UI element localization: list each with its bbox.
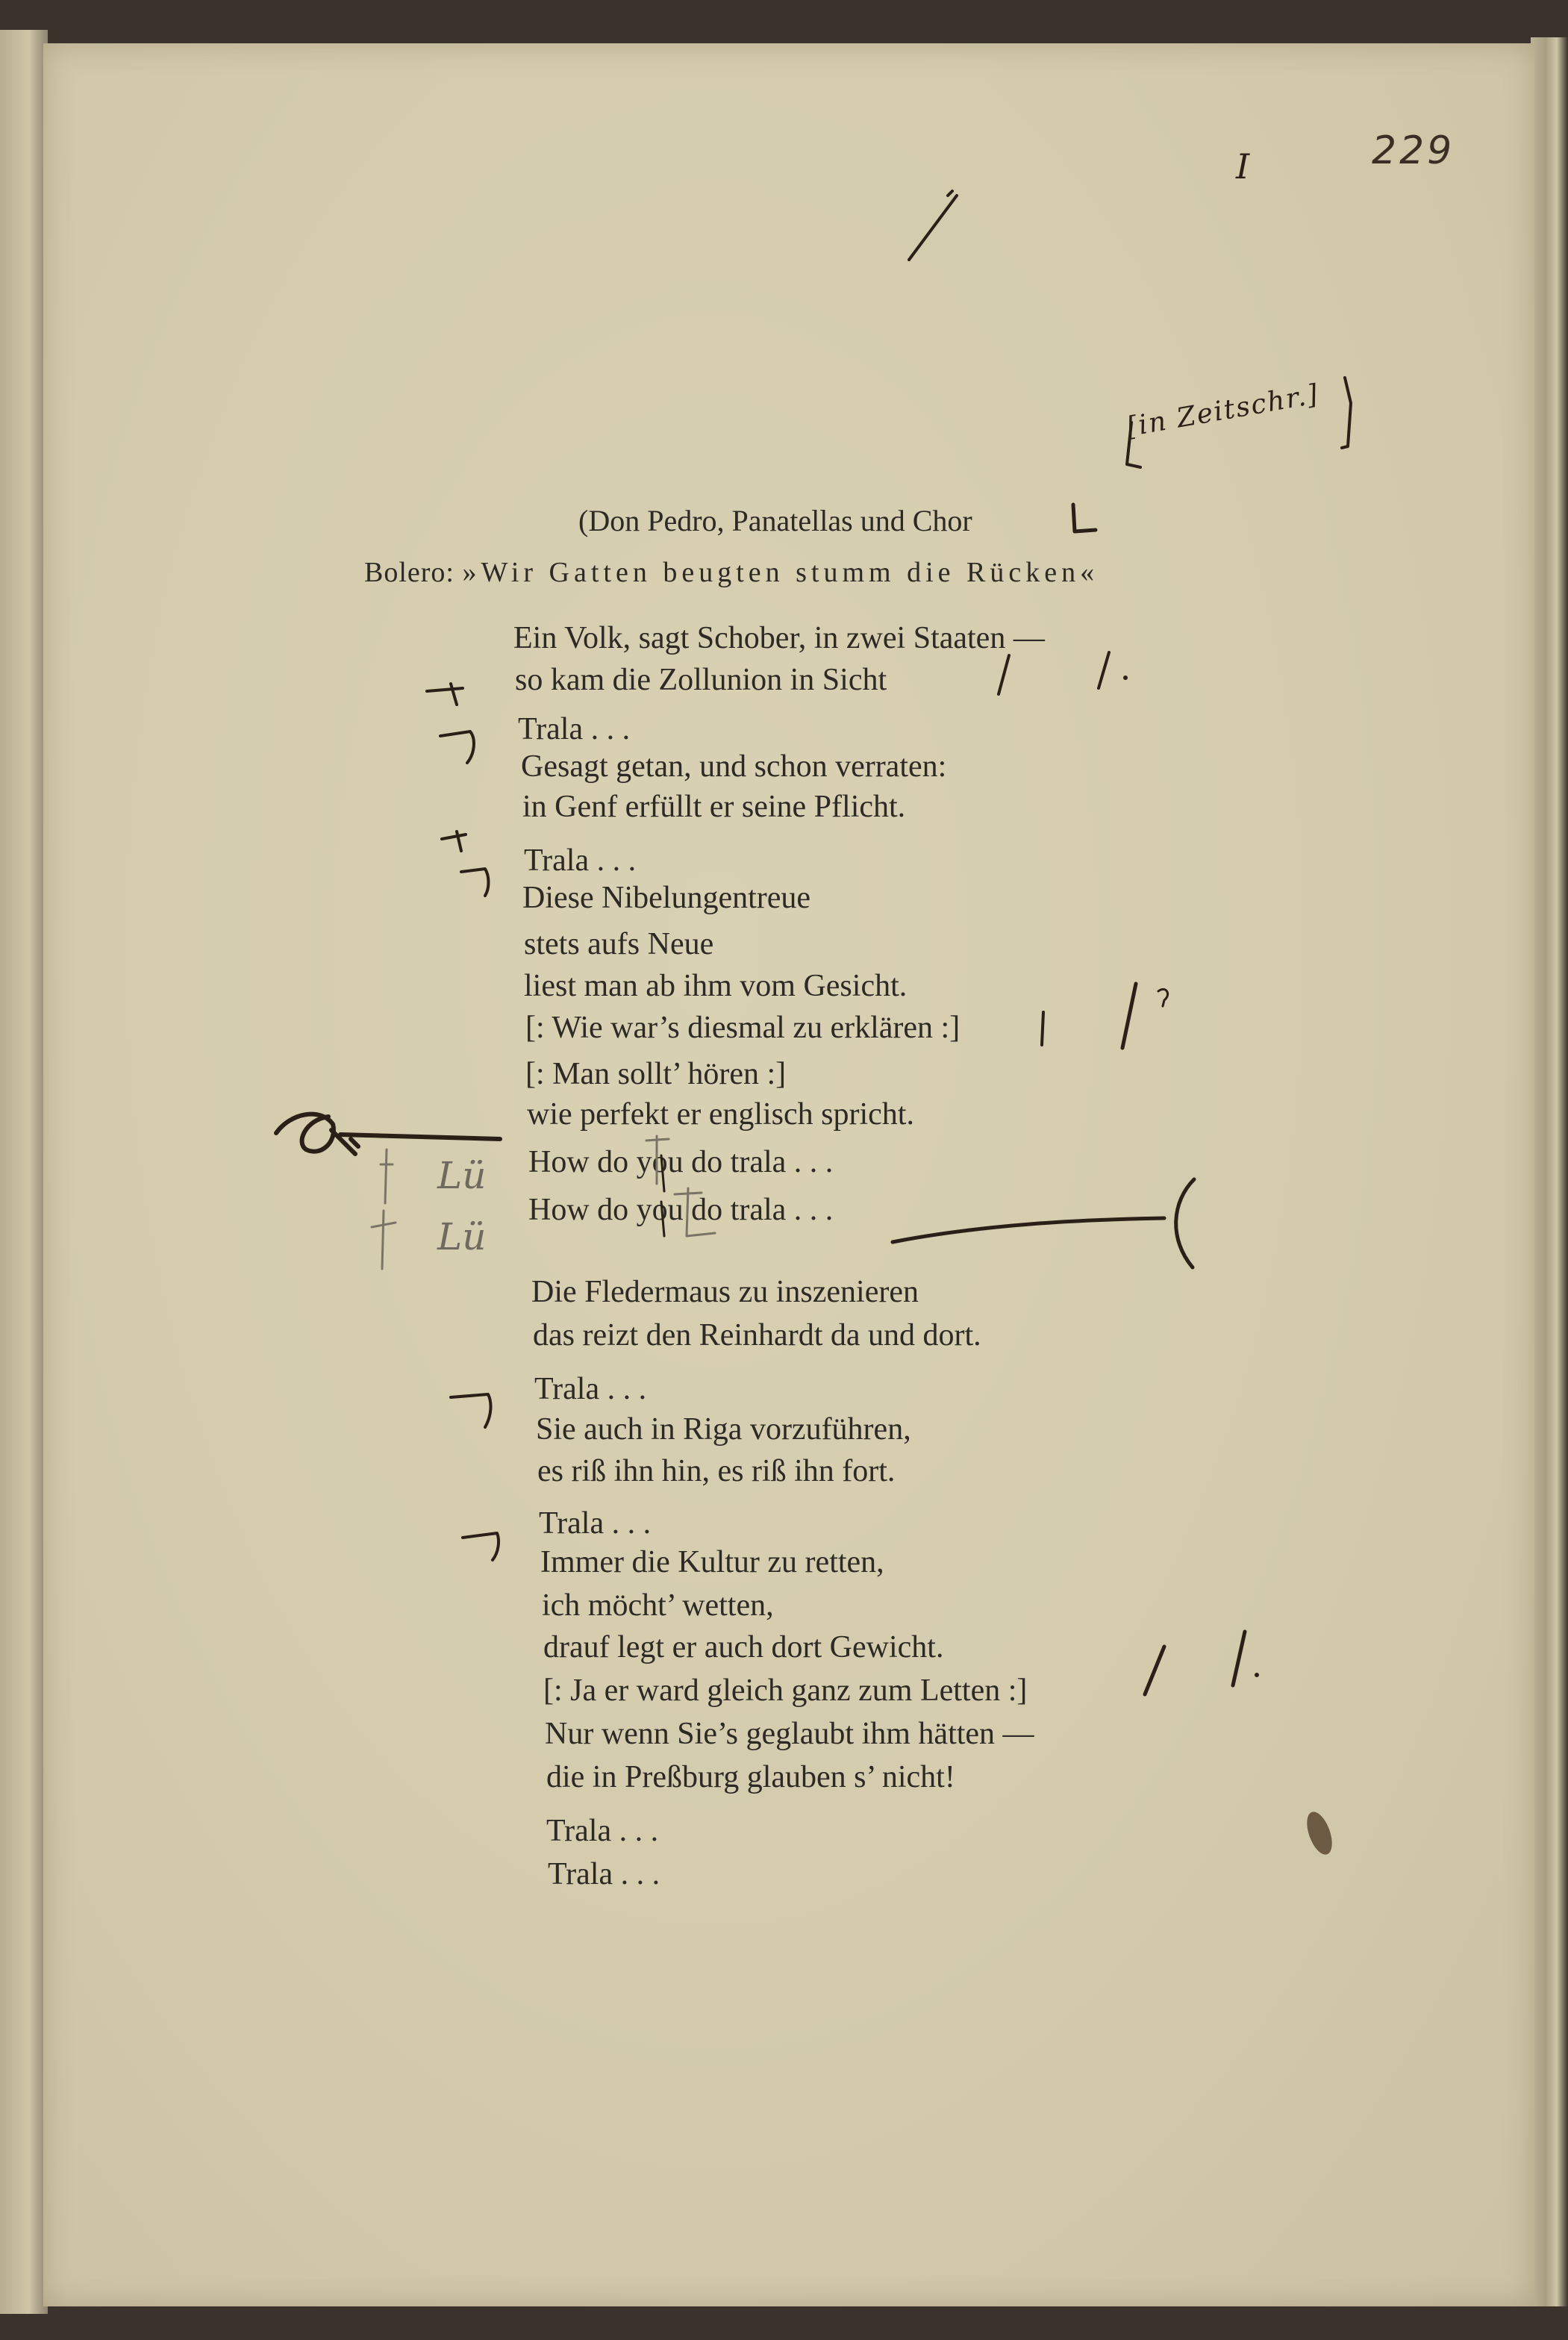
bolero-title: »Wir Gatten beugten stumm die Rücken« [462, 557, 1099, 588]
left-page-edge [0, 30, 48, 2314]
pencil-note: Lü [437, 1154, 487, 1197]
verse-line: [: Wie war’s diesmal zu erklären :] [525, 1011, 961, 1045]
page-stack-edge [1531, 37, 1568, 2306]
verse-line: Immer die Kultur zu retten, [540, 1545, 884, 1579]
page-number: 229 [1372, 128, 1455, 173]
stage-direction: (Don Pedro, Panatellas und Chor [578, 504, 972, 537]
bolero-label: Bolero: [364, 557, 455, 588]
verse-line: wie perfekt er englisch spricht. [527, 1097, 914, 1132]
verse-line: Gesagt getan, und schon verraten: [521, 749, 947, 784]
verse-line: ich möcht’ wetten, [542, 1588, 774, 1623]
verse-line: [: Ja er ward gleich ganz zum Letten :] [543, 1673, 1028, 1708]
verse-line: Ein Volk, sagt Schober, in zwei Staaten — [513, 621, 1045, 655]
verse-line: Trala . . . [518, 712, 631, 746]
verse-line: Nur wenn Sie’s geglaubt ihm hätten — [545, 1717, 1034, 1751]
verse-line: How do you do trala . . . [528, 1193, 834, 1227]
verse-line: es riß ihn hin, es riß ihn fort. [537, 1454, 896, 1488]
verse-line: stets aufs Neue [524, 927, 714, 961]
verse-line: drauf legt er auch dort Gewicht. [543, 1630, 944, 1664]
verse-line: Trala . . . [534, 1372, 647, 1406]
verse-line: How do you do trala . . . [528, 1145, 834, 1179]
verse-line: Sie auch in Riga vorzuführen, [536, 1412, 911, 1447]
verse-line: Diese Nibelungentreue [522, 881, 811, 915]
verse-line: [: Man sollt’ hören :] [525, 1057, 787, 1091]
verse-line: Trala . . . [539, 1506, 652, 1541]
pencil-note: Lü [437, 1215, 487, 1258]
verse-line: Trala . . . [524, 843, 637, 878]
verse-line: die in Preßburg glauben s’ nicht! [546, 1760, 955, 1794]
verse-line: liest man ab ihm vom Gesicht. [524, 969, 908, 1003]
verse-line: das reizt den Reinhardt da und dort. [533, 1318, 981, 1352]
verse-line: in Genf erfüllt er seine Pflicht. [522, 790, 906, 824]
verse-line: Trala . . . [548, 1857, 660, 1891]
margin-note: [in Zeitschr.] [1124, 378, 1322, 443]
top-mark: I [1236, 146, 1250, 187]
bolero-heading [364, 558, 1099, 587]
verse-line: Trala . . . [546, 1814, 659, 1848]
verse-line: Die Fledermaus zu inszenieren [531, 1275, 919, 1309]
verse-line: so kam die Zollunion in Sicht [515, 663, 887, 697]
